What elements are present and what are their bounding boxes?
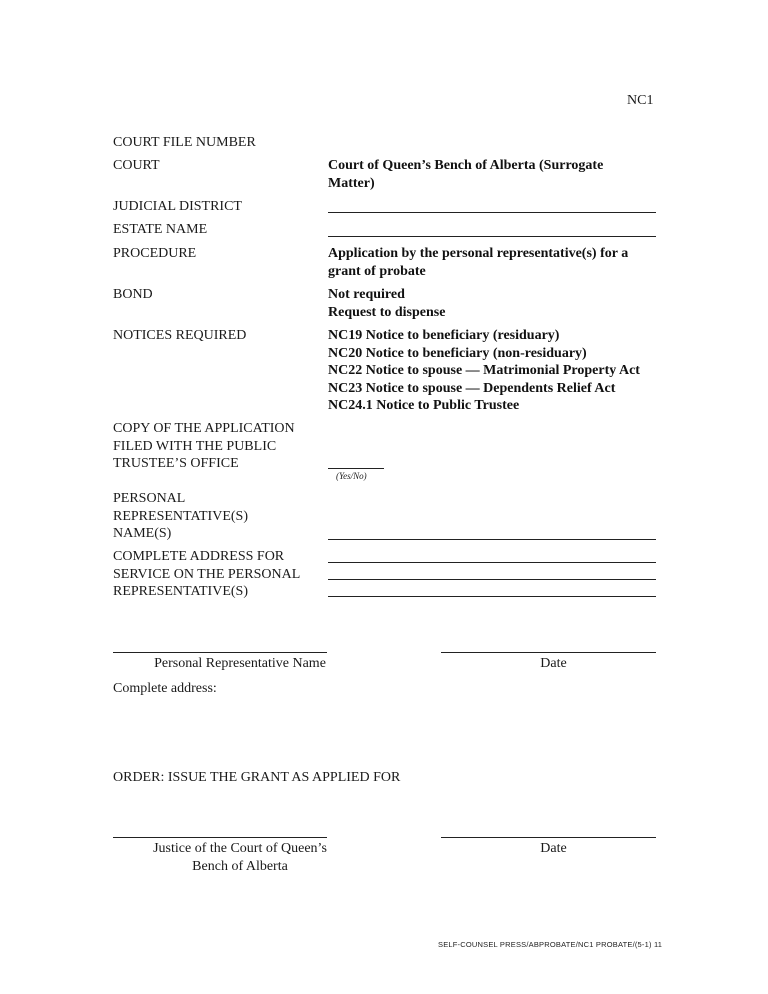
notice-item: NC19 Notice to beneficiary (residuary) bbox=[328, 328, 560, 343]
representative-name-caption: Personal Representative Name bbox=[154, 656, 326, 671]
personal-representatives-label-line: NAME(S) bbox=[113, 526, 172, 541]
yes-no-hint: (Yes/No) bbox=[336, 471, 367, 481]
justice-date-line[interactable] bbox=[441, 837, 656, 838]
justice-signature-line[interactable] bbox=[113, 837, 327, 838]
court-file-number-label: COURT FILE NUMBER bbox=[113, 135, 256, 150]
notice-item: NC22 Notice to spouse — Matrimonial Property Act bbox=[328, 363, 640, 378]
personal-representatives-label bbox=[113, 490, 248, 543]
copy-filed-field[interactable] bbox=[328, 468, 384, 469]
representative-date-line[interactable] bbox=[441, 652, 656, 653]
personal-representatives-label-line: REPRESENTATIVE(S) bbox=[113, 508, 248, 524]
notice-item: NC23 Notice to spouse — Dependents Relief Act bbox=[328, 380, 616, 396]
bond-option[interactable]: Not required bbox=[328, 287, 405, 302]
footer-reference: SELF-COUNSEL PRESS/ABPROBATE/NC1 PROBATE/(5-1) 11 bbox=[438, 940, 663, 949]
court-label: COURT bbox=[113, 158, 160, 173]
personal-representatives-label-line: PERSONAL bbox=[113, 491, 186, 506]
procedure-value-line: grant of probate bbox=[328, 263, 426, 279]
service-address-label-line: COMPLETE ADDRESS FOR bbox=[113, 549, 285, 564]
procedure-label: PROCEDURE bbox=[113, 246, 197, 261]
estate-name-field[interactable] bbox=[328, 236, 656, 237]
copy-filed-label bbox=[113, 420, 295, 473]
copy-filed-label-line: COPY OF THE APPLICATION bbox=[113, 421, 295, 436]
complete-address-label: Complete address: bbox=[113, 681, 217, 696]
notices-required-label: NOTICES REQUIRED bbox=[113, 328, 247, 343]
court-value bbox=[328, 157, 603, 192]
form-code: NC1 bbox=[627, 93, 654, 108]
order-text: ORDER: ISSUE THE GRANT AS APPLIED FOR bbox=[113, 770, 401, 785]
notice-item: NC20 Notice to beneficiary (non-residuary) bbox=[328, 345, 587, 361]
justice-caption bbox=[113, 840, 367, 875]
justice-date-caption: Date bbox=[540, 841, 567, 856]
service-address-label-line: REPRESENTATIVE(S) bbox=[113, 584, 248, 599]
procedure-value bbox=[328, 245, 628, 280]
judicial-district-field[interactable] bbox=[328, 212, 656, 213]
copy-filed-label-line: FILED WITH THE PUBLIC bbox=[113, 438, 277, 454]
service-address-field-line-3[interactable] bbox=[328, 596, 656, 597]
service-address-label bbox=[113, 548, 300, 601]
representative-signature-line[interactable] bbox=[113, 652, 327, 653]
bond-label: BOND bbox=[113, 287, 153, 302]
personal-representatives-field[interactable] bbox=[328, 539, 656, 540]
notice-item: NC24.1 Notice to Public Trustee bbox=[328, 398, 520, 413]
judicial-district-label: JUDICIAL DISTRICT bbox=[113, 199, 242, 214]
justice-caption-line: Bench of Alberta bbox=[192, 858, 288, 874]
procedure-value-line: Application by the personal representative(s) for a bbox=[328, 246, 629, 261]
service-address-label-line: SERVICE ON THE PERSONAL bbox=[113, 566, 301, 582]
service-address-field-line-1[interactable] bbox=[328, 562, 656, 563]
notices-list bbox=[328, 327, 640, 415]
court-value-line: Matter) bbox=[328, 175, 375, 191]
copy-filed-label-line: TRUSTEE’S OFFICE bbox=[113, 456, 239, 471]
court-value-line: Court of Queen’s Bench of Alberta (Surrogate bbox=[328, 158, 604, 173]
service-address-field-line-2[interactable] bbox=[328, 579, 656, 580]
representative-date-caption: Date bbox=[540, 656, 567, 671]
estate-name-label: ESTATE NAME bbox=[113, 222, 208, 237]
bond-option[interactable]: Request to dispense bbox=[328, 304, 446, 320]
justice-caption-line: Justice of the Court of Queen’s bbox=[153, 841, 327, 856]
bond-options bbox=[328, 286, 445, 321]
